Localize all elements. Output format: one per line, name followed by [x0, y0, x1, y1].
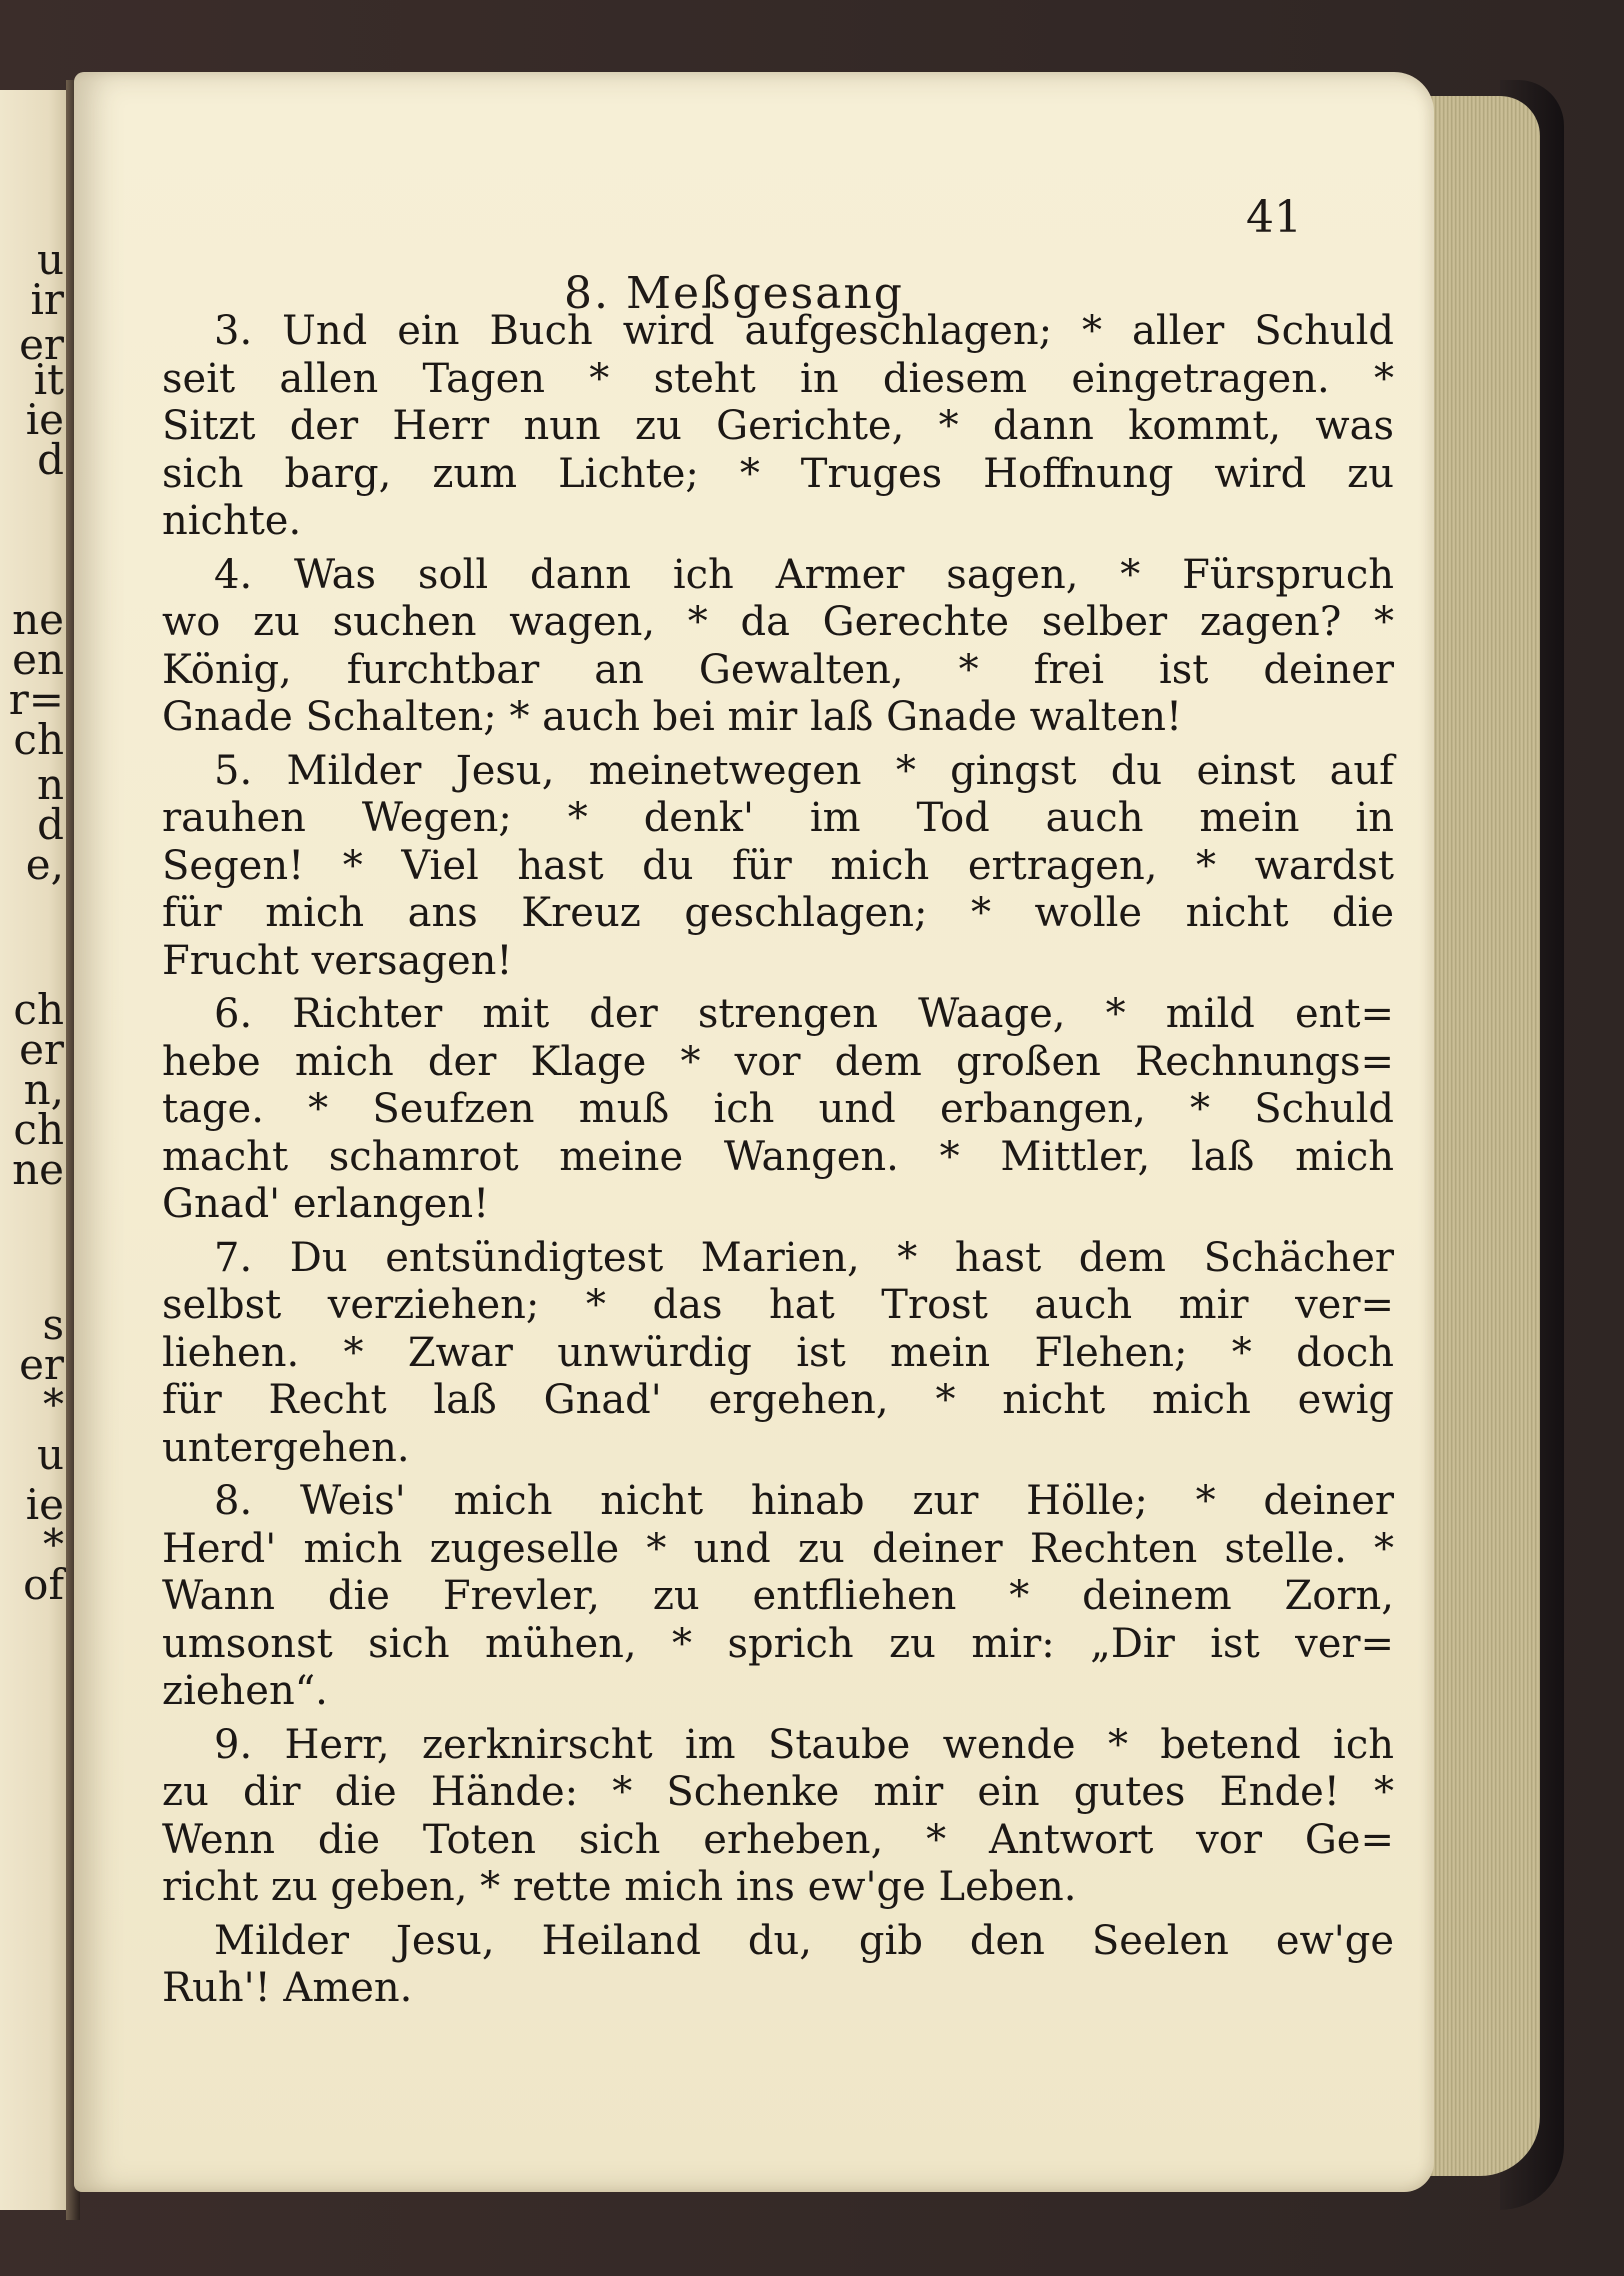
text-line: Herd' mich zugeselle * und zu deiner Rechten stelle. * [162, 1525, 1394, 1572]
stanza [162, 991, 1394, 1229]
page-number: 41 [1246, 192, 1302, 243]
text-line: Milder Jesu, Heiland du, gib den Seelen ew'ge [214, 1917, 1394, 1964]
previous-page-fragment: ie [25, 1480, 64, 1529]
text-line: Ruh'! Amen. [162, 1965, 413, 2011]
hymn-text [162, 308, 1394, 2013]
text-line: Frucht versagen! [162, 937, 513, 984]
previous-page-fragment: ch [13, 985, 64, 1034]
text-line: sich barg, zum Lichte; * Truges Hoffnung wird zu [162, 450, 1394, 497]
section-title: 8. Meßgesang [564, 268, 904, 319]
previous-page-fragment: ir [30, 275, 64, 324]
previous-page-fragment: * [43, 1380, 64, 1429]
text-line: zu dir die Hände: * Schenke mir ein gutes Ende! * [162, 1769, 1394, 1815]
stanza [162, 552, 1394, 742]
text-line: 5. Milder Jesu, meinetwegen * gingst du einst auf [214, 747, 1394, 794]
text-line: umsonst sich mühen, * sprich zu mir: „Dir ist ver= [162, 1620, 1394, 1667]
text-line: 9. Herr, zerknirscht im Staube wende * betend ich [214, 1721, 1394, 1768]
page-stack-edges [1420, 96, 1540, 2176]
previous-page-fragment: it [33, 355, 64, 404]
text-line: Segen! * Viel hast du für mich ertragen, * wardst [162, 842, 1394, 889]
previous-page-fragment: * [43, 1520, 64, 1569]
stanza [162, 1722, 1394, 1912]
previous-page-fragment: ne [12, 1145, 64, 1194]
text-line: liehen. * Zwar unwürdig ist mein Flehen; * doch [162, 1329, 1394, 1376]
previous-page-fragment: u [36, 1430, 64, 1479]
running-header [74, 190, 1434, 319]
previous-page-fragment: n, [23, 1065, 64, 1114]
stanza [162, 748, 1394, 986]
text-line: für mich ans Kreuz geschlagen; * wolle nicht die [162, 890, 1394, 936]
previous-page-fragment: en [12, 635, 64, 684]
previous-page-edge [0, 90, 70, 2210]
text-line: selbst verziehen; * das hat Trost auch mir ver= [162, 1282, 1394, 1328]
previous-page-fragment: er [19, 1025, 64, 1074]
text-line: Gnad' erlangen! [162, 1181, 490, 1227]
text-line: Wann die Frevler, zu entfliehen * deinem Zorn, [162, 1573, 1394, 1619]
text-line: 4. Was soll dann ich Armer sagen, * Fürspruch [214, 551, 1394, 598]
text-line: Gnade Schalten; * auch bei mir laß Gnade walten! [162, 694, 1183, 740]
previous-page-fragment: er [19, 1340, 64, 1389]
text-line: Sitzt der Herr nun zu Gerichte, * dann kommt, was [162, 403, 1394, 449]
text-line: Wenn die Toten sich erheben, * Antwort vor Ge= [162, 1816, 1394, 1863]
text-line: tage. * Seufzen muß ich und erbangen, * Schuld [162, 1086, 1394, 1132]
text-line: 7. Du entsündigtest Marien, * hast dem Schächer [214, 1234, 1394, 1281]
previous-page-fragment: r= [8, 675, 64, 724]
text-line: für Recht laß Gnad' ergehen, * nicht mich ewig [162, 1377, 1394, 1423]
previous-page-fragment: d [37, 435, 64, 484]
text-line: nichte. [162, 498, 302, 544]
text-line: König, furchtbar an Gewalten, * frei ist deiner [162, 646, 1394, 693]
text-line: 6. Richter mit der strengen Waage, * mild ent= [214, 991, 1394, 1037]
text-line: ziehen“. [162, 1668, 328, 1714]
text-line: richt zu geben, * rette mich ins ew'ge Leben. [162, 1864, 1077, 1910]
stanza [162, 1918, 1394, 2013]
previous-page-fragment: ne [12, 595, 64, 644]
previous-page-fragment: of [23, 1560, 64, 1609]
text-line: 8. Weis' mich nicht hinab zur Hölle; * deiner [214, 1478, 1394, 1524]
book-page [74, 72, 1434, 2192]
previous-page-fragment: n [36, 760, 64, 809]
stanza [162, 308, 1394, 546]
text-line: wo zu suchen wagen, * da Gerechte selber zagen? * [162, 599, 1394, 645]
previous-page-fragment: er [19, 320, 64, 369]
text-line: hebe mich der Klage * vor dem großen Rechnungs= [162, 1038, 1394, 1085]
text-line: rauhen Wegen; * denk' im Tod auch mein in [162, 795, 1394, 841]
text-line: 3. Und ein Buch wird aufgeschlagen; * aller Schuld [214, 308, 1394, 354]
previous-page-fragment: s [42, 1300, 64, 1349]
previous-page-fragment: d [37, 800, 64, 849]
text-line: macht schamrot meine Wangen. * Mittler, laß mich [162, 1133, 1394, 1180]
previous-page-fragment: u [36, 235, 64, 284]
stanza [162, 1478, 1394, 1716]
text-line: untergehen. [162, 1424, 410, 1471]
text-line: seit allen Tagen * steht in diesem eingetragen. * [162, 355, 1394, 402]
previous-page-fragment: ch [13, 1105, 64, 1154]
previous-page-fragment: e, [25, 840, 64, 889]
previous-page-fragment: ie [25, 395, 64, 444]
previous-page-fragment: ch [13, 715, 64, 764]
stanza [162, 1235, 1394, 1473]
